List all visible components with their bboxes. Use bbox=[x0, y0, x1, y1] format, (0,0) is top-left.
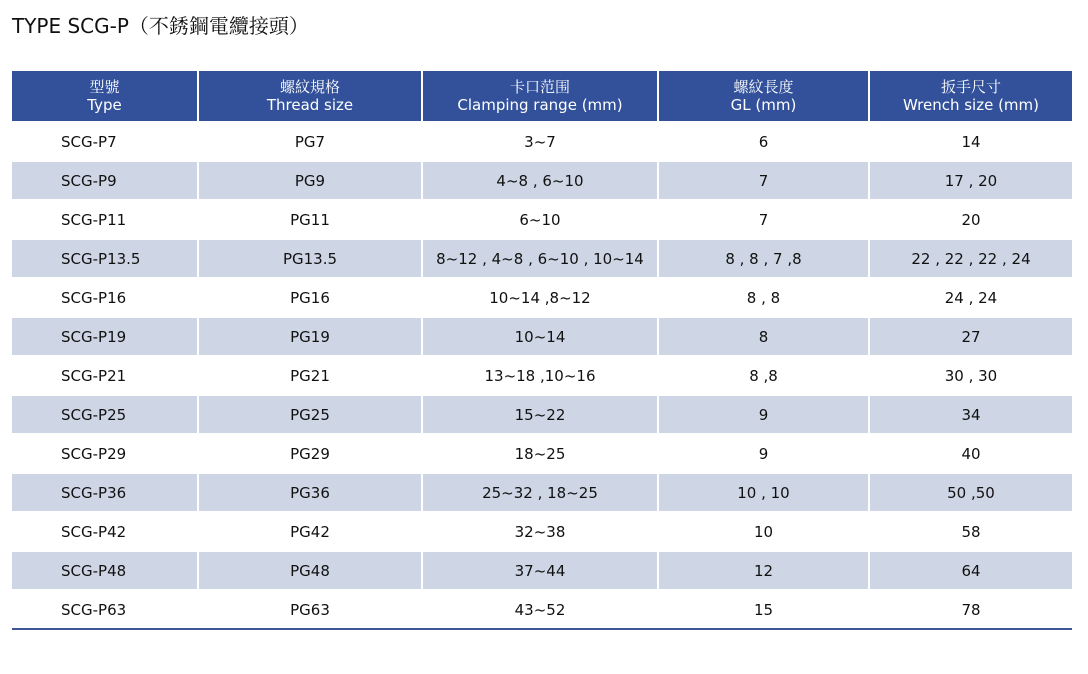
table-row bbox=[12, 472, 1072, 511]
cell-wrench-size: 64 bbox=[868, 550, 1072, 589]
header-gl-en: GL (mm) bbox=[730, 96, 797, 114]
table-row bbox=[12, 355, 1072, 394]
cell-gl: 10 , 10 bbox=[657, 472, 868, 511]
header-type bbox=[12, 71, 197, 121]
table-row bbox=[12, 589, 1072, 628]
table-row bbox=[12, 433, 1072, 472]
cell-gl: 7 bbox=[657, 199, 868, 238]
table-row bbox=[12, 316, 1072, 355]
table-row bbox=[12, 160, 1072, 199]
cell-gl: 10 bbox=[657, 511, 868, 550]
table-row bbox=[12, 238, 1072, 277]
cell-thread-size: PG13.5 bbox=[197, 238, 421, 277]
cell-type: SCG-P48 bbox=[12, 550, 197, 589]
cell-clamping-range: 4~8 , 6~10 bbox=[421, 160, 657, 199]
cell-clamping-range: 8~12 , 4~8 , 6~10 , 10~14 bbox=[421, 238, 657, 277]
cell-gl: 7 bbox=[657, 160, 868, 199]
cell-clamping-range: 6~10 bbox=[421, 199, 657, 238]
header-thread-size-en: Thread size bbox=[266, 96, 354, 114]
header-gl-zh: 螺紋長度 bbox=[733, 78, 794, 96]
cell-clamping-range: 32~38 bbox=[421, 511, 657, 550]
table-body bbox=[12, 121, 1072, 628]
cell-wrench-size: 30 , 30 bbox=[868, 355, 1072, 394]
header-wrench-size bbox=[868, 71, 1072, 121]
table-row bbox=[12, 277, 1072, 316]
cell-type: SCG-P42 bbox=[12, 511, 197, 550]
cell-clamping-range: 43~52 bbox=[421, 589, 657, 628]
cell-wrench-size: 20 bbox=[868, 199, 1072, 238]
cell-type: SCG-P11 bbox=[12, 199, 197, 238]
cell-wrench-size: 78 bbox=[868, 589, 1072, 628]
header-thread-size bbox=[197, 71, 421, 121]
cell-type: SCG-P7 bbox=[12, 121, 197, 160]
cell-thread-size: PG25 bbox=[197, 394, 421, 433]
header-gl bbox=[657, 71, 868, 121]
cell-wrench-size: 50 ,50 bbox=[868, 472, 1072, 511]
header-clamping-range bbox=[421, 71, 657, 121]
header-type-zh: 型號 bbox=[89, 78, 120, 96]
cell-gl: 8 ,8 bbox=[657, 355, 868, 394]
cell-thread-size: PG19 bbox=[197, 316, 421, 355]
cell-clamping-range: 15~22 bbox=[421, 394, 657, 433]
table-row bbox=[12, 394, 1072, 433]
header-wrench-size-en: Wrench size (mm) bbox=[902, 96, 1040, 114]
cell-thread-size: PG48 bbox=[197, 550, 421, 589]
cell-thread-size: PG11 bbox=[197, 199, 421, 238]
cell-clamping-range: 18~25 bbox=[421, 433, 657, 472]
cell-gl: 12 bbox=[657, 550, 868, 589]
cell-type: SCG-P63 bbox=[12, 589, 197, 628]
cell-wrench-size: 22 , 22 , 22 , 24 bbox=[868, 238, 1072, 277]
cell-clamping-range: 13~18 ,10~16 bbox=[421, 355, 657, 394]
header-thread-size-zh: 螺紋規格 bbox=[279, 78, 340, 96]
cell-gl: 8 , 8 bbox=[657, 277, 868, 316]
cell-thread-size: PG21 bbox=[197, 355, 421, 394]
header-clamping-range-en: Clamping range (mm) bbox=[457, 96, 623, 114]
cell-type: SCG-P13.5 bbox=[12, 238, 197, 277]
cell-gl: 8 , 8 , 7 ,8 bbox=[657, 238, 868, 277]
cell-gl: 15 bbox=[657, 589, 868, 628]
cell-gl: 8 bbox=[657, 316, 868, 355]
cell-thread-size: PG16 bbox=[197, 277, 421, 316]
cell-type: SCG-P25 bbox=[12, 394, 197, 433]
cell-wrench-size: 58 bbox=[868, 511, 1072, 550]
header-type-en: Type bbox=[87, 96, 122, 114]
spec-table bbox=[12, 71, 1072, 628]
cell-clamping-range: 10~14 ,8~12 bbox=[421, 277, 657, 316]
cell-type: SCG-P19 bbox=[12, 316, 197, 355]
cell-type: SCG-P36 bbox=[12, 472, 197, 511]
cell-wrench-size: 27 bbox=[868, 316, 1072, 355]
cell-wrench-size: 34 bbox=[868, 394, 1072, 433]
cell-type: SCG-P9 bbox=[12, 160, 197, 199]
table-bottom-rule bbox=[12, 628, 1072, 630]
table-row bbox=[12, 199, 1072, 238]
cell-thread-size: PG29 bbox=[197, 433, 421, 472]
cell-type: SCG-P29 bbox=[12, 433, 197, 472]
cell-thread-size: PG9 bbox=[197, 160, 421, 199]
cell-gl: 9 bbox=[657, 394, 868, 433]
cell-clamping-range: 25~32 , 18~25 bbox=[421, 472, 657, 511]
header-wrench-size-zh: 扳手尺寸 bbox=[940, 78, 1001, 96]
cell-gl: 9 bbox=[657, 433, 868, 472]
cell-wrench-size: 17 , 20 bbox=[868, 160, 1072, 199]
cell-thread-size: PG42 bbox=[197, 511, 421, 550]
cell-wrench-size: 24 , 24 bbox=[868, 277, 1072, 316]
cell-type: SCG-P21 bbox=[12, 355, 197, 394]
table-row bbox=[12, 550, 1072, 589]
table-row bbox=[12, 511, 1072, 550]
cell-type: SCG-P16 bbox=[12, 277, 197, 316]
cell-thread-size: PG36 bbox=[197, 472, 421, 511]
cell-wrench-size: 40 bbox=[868, 433, 1072, 472]
cell-clamping-range: 10~14 bbox=[421, 316, 657, 355]
page-title: TYPE SCG-P（不銹鋼電纜接頭） bbox=[12, 14, 309, 38]
cell-wrench-size: 14 bbox=[868, 121, 1072, 160]
table-header-row bbox=[12, 71, 1072, 121]
cell-clamping-range: 37~44 bbox=[421, 550, 657, 589]
cell-thread-size: PG7 bbox=[197, 121, 421, 160]
header-clamping-range-zh: 卡口范围 bbox=[509, 78, 570, 96]
table-row bbox=[12, 121, 1072, 160]
cell-gl: 6 bbox=[657, 121, 868, 160]
cell-clamping-range: 3~7 bbox=[421, 121, 657, 160]
cell-thread-size: PG63 bbox=[197, 589, 421, 628]
